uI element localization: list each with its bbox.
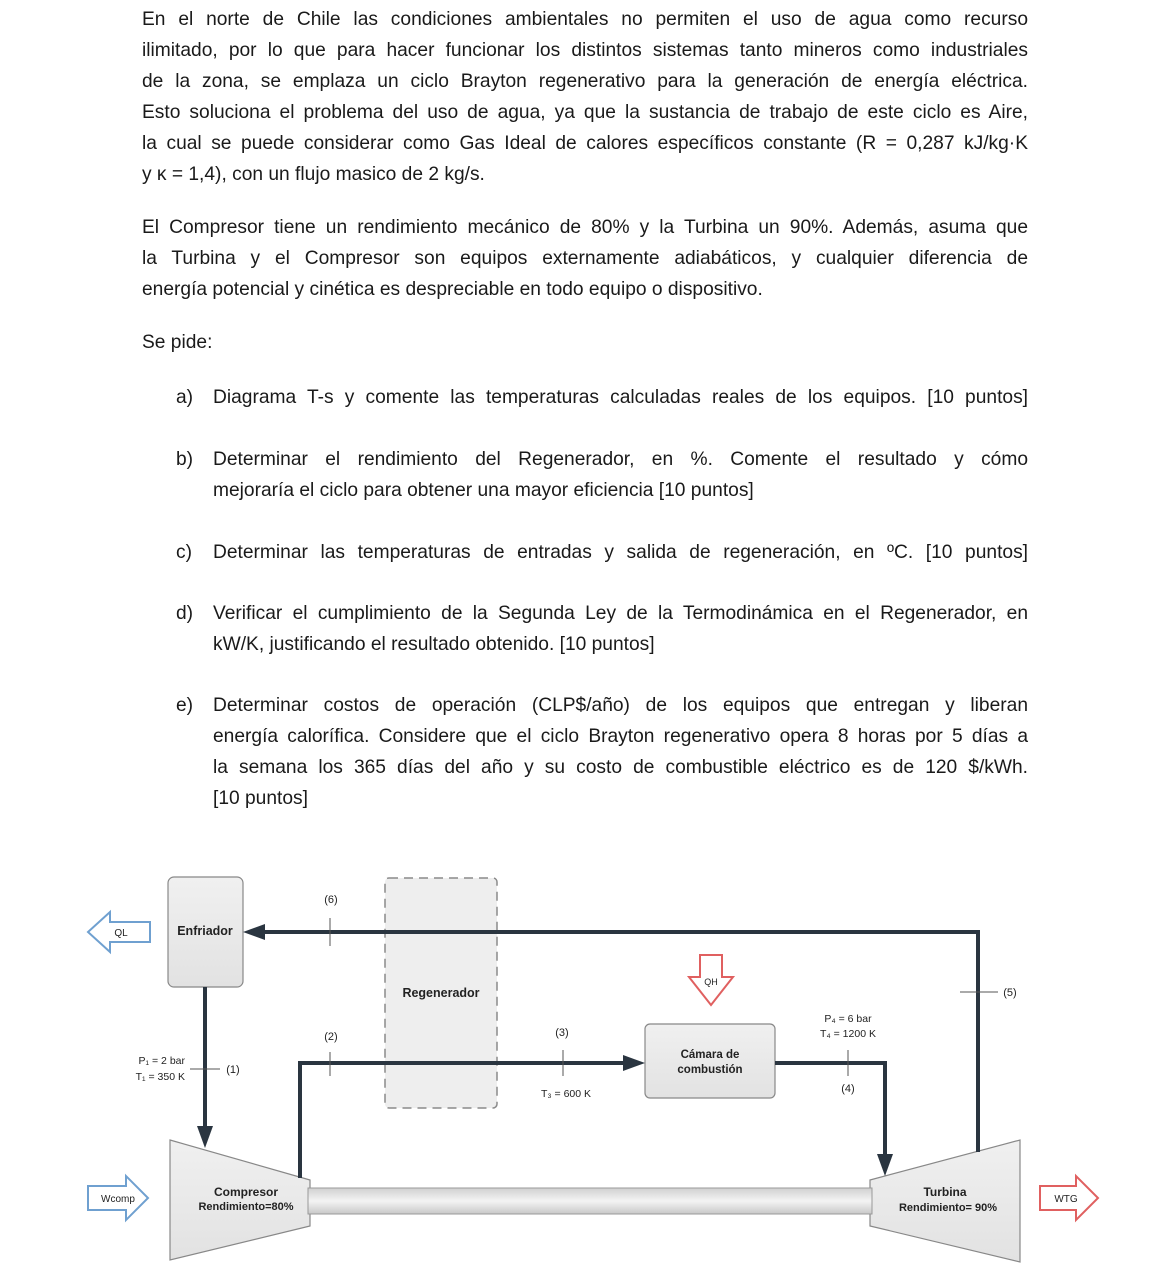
question-label: e) — [176, 695, 194, 716]
arrow-to-compresor — [197, 1126, 213, 1148]
ql-label: QL — [114, 928, 128, 939]
intro-line: la cual se puede considerar como Gas Ideal de calores específicos constante (R = 0,287 kJ/kg·K — [142, 133, 1028, 154]
question-text: mejoraría el ciclo para obtener una mayor eficiencia [10 puntos] — [213, 480, 754, 501]
compresor-rend-label: Rendimiento=80% — [198, 1201, 294, 1213]
state-2-label: (2) — [324, 1031, 338, 1043]
question-text: energía calorífica. Considere que el ciclo Brayton regenerativo opera 8 horas por 5 días a — [213, 726, 1028, 747]
brayton-cycle-diagram — [0, 860, 1170, 1280]
arrow-to-camara — [623, 1055, 645, 1071]
state-6-label: (6) — [324, 894, 338, 906]
question-text: Verificar el cumplimiento de la Segunda Ley de la Termodinámica en el Regenerador, en — [213, 603, 1028, 624]
question-label: d) — [176, 603, 194, 624]
question-a — [176, 382, 1028, 413]
turbina-shape — [870, 1140, 1020, 1262]
intro-line: Esto soluciona el problema del uso de agua, ya que la sustancia de trabajo de este ciclo es Aire, — [142, 102, 1028, 123]
state-1-label: (1) — [226, 1064, 240, 1076]
question-b — [176, 444, 1028, 506]
turbina-rend-label: Rendimiento= 90% — [898, 1202, 998, 1214]
question-text: Determinar las temperaturas de entradas y salida de regeneración, en ºC. [10 puntos] — [213, 542, 1028, 563]
efficiency-line: energía potencial y cinética es despreciable en todo equipo o dispositivo. — [142, 279, 763, 300]
question-text: [10 puntos] — [213, 788, 308, 809]
wcomp-label: Wcomp — [101, 1194, 135, 1205]
t1-label: T₁ = 350 K — [135, 1071, 185, 1083]
se-pide-heading: Se pide: — [142, 332, 213, 353]
compresor-shape — [170, 1140, 310, 1260]
camara-combustion-box — [645, 1024, 775, 1098]
intro-line: En el norte de Chile las condiciones ambientales no permiten el uso de agua como recurso — [142, 9, 1028, 30]
state-5-label: (5) — [1003, 987, 1017, 999]
question-label: b) — [176, 449, 194, 470]
question-label: c) — [176, 542, 192, 563]
intro-line: de la zona, se emplaza un ciclo Brayton regenerativo para la generación de energía eléctrica. — [142, 71, 1028, 92]
state-4-label: (4) — [841, 1083, 855, 1095]
arrow-to-enfriador — [243, 924, 265, 940]
enfriador-label: Enfriador — [177, 924, 233, 938]
question-label: a) — [176, 387, 194, 408]
efficiency-paragraph — [142, 212, 1028, 305]
camara-label-1: Cámara de — [680, 1049, 740, 1061]
qh-label: QH — [704, 977, 718, 987]
pipe-5-6 — [262, 932, 978, 1152]
camara-label-2: combustión — [677, 1064, 743, 1076]
question-text: la semana los 365 días del año y su costo de combustible eléctrico es de 120 $/kWh. — [213, 757, 1028, 778]
question-c — [176, 537, 1028, 568]
arrow-to-turbina — [877, 1154, 893, 1176]
question-e — [176, 690, 1028, 814]
p1-label: P₁ = 2 bar — [138, 1055, 185, 1067]
intro-line: y κ = 1,4), con un flujo masico de 2 kg/s. — [142, 164, 485, 185]
t3-label: T₃ = 600 K — [540, 1088, 592, 1100]
intro-line: ilimitado, por lo que para hacer funcionar los distintos sistemas tanto mineros como industriales — [142, 40, 1028, 61]
p4-label: P₄ = 6 bar — [824, 1013, 872, 1025]
turbina-label: Turbina — [923, 1185, 967, 1199]
question-text: kW/K, justificando el resultado obtenido. [10 puntos] — [213, 634, 655, 655]
question-text: Determinar el rendimiento del Regenerador, en %. Comente el resultado y cómo — [213, 449, 1028, 470]
wtg-label: WTG — [1054, 1194, 1078, 1205]
question-text: Determinar costos de operación (CLP$/año) de los equipos que entregan y liberan — [213, 695, 1028, 716]
pipe-4 — [775, 1063, 885, 1158]
efficiency-line: la Turbina y el Compresor son equipos externamente adiabáticos, y cualquier diferencia de — [142, 248, 1028, 269]
compresor-label: Compresor — [213, 1185, 279, 1199]
efficiency-line: El Compresor tiene un rendimiento mecánico de 80% y la Turbina un 90%. Además, asuma que — [142, 217, 1028, 238]
shaft — [308, 1188, 872, 1214]
t4-label: T₄ = 1200 K — [820, 1028, 876, 1040]
state-3-label: (3) — [555, 1027, 569, 1039]
regenerador-label: Regenerador — [402, 986, 480, 1000]
question-text: Diagrama T-s y comente las temperaturas calculadas reales de los equipos. [10 puntos] — [213, 387, 1028, 408]
question-d — [176, 598, 1028, 660]
intro-paragraph — [142, 4, 1028, 190]
